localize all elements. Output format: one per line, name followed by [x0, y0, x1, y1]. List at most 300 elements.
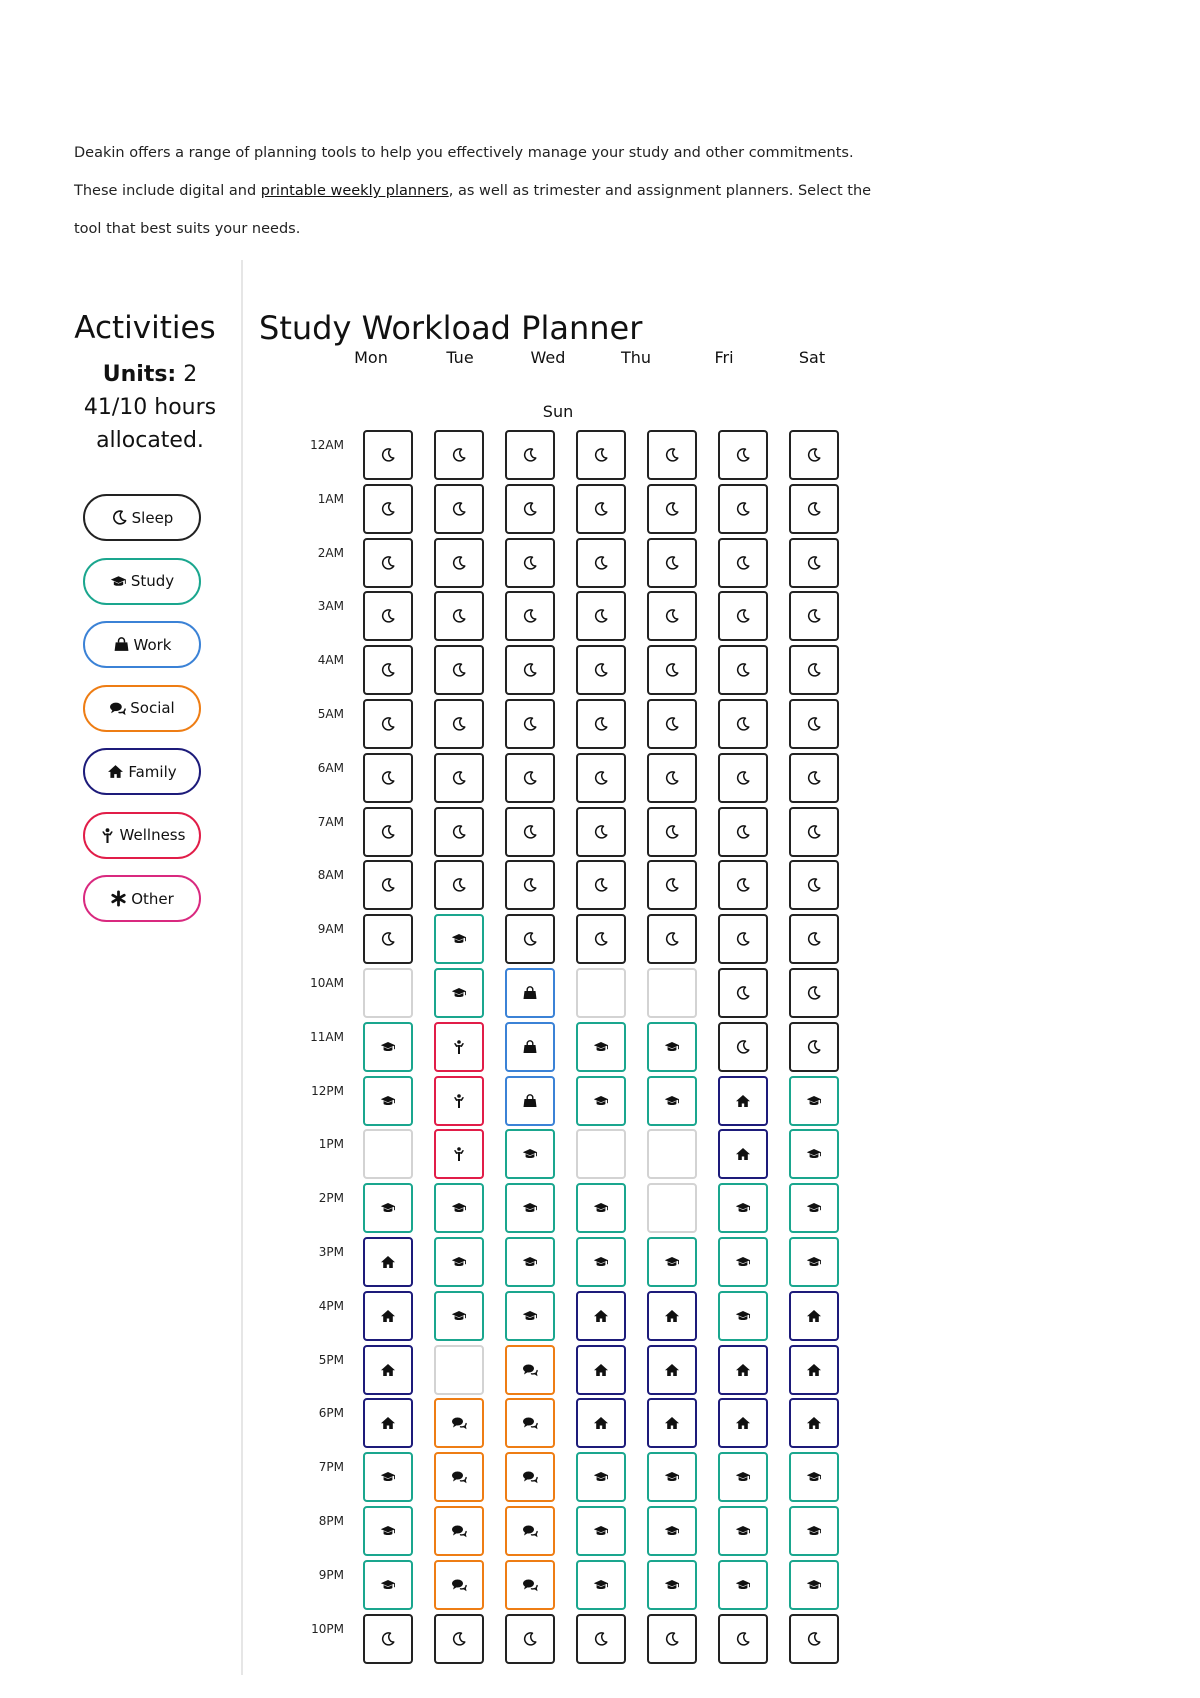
- slot-wed-2am[interactable]: [505, 538, 555, 588]
- moon-icon: [451, 662, 467, 678]
- slot-wed-7pm[interactable]: [505, 1452, 555, 1502]
- home-icon: [806, 1362, 822, 1378]
- slot-tue-3am[interactable]: [434, 591, 484, 641]
- moon-icon: [806, 501, 822, 517]
- slot-mon-11am[interactable]: [363, 1022, 413, 1072]
- hours-allocated-suffix: allocated.: [96, 428, 204, 453]
- moon-icon: [735, 447, 751, 463]
- moon-icon: [806, 608, 822, 624]
- asterisk-icon: [110, 890, 127, 907]
- moon-icon: [380, 447, 396, 463]
- slot-wed-12am[interactable]: [505, 430, 555, 480]
- slot-wed-6am[interactable]: [505, 753, 555, 803]
- slot-sun-1am[interactable]: [789, 484, 839, 534]
- time-label: 12PM: [311, 1083, 344, 1098]
- moon-icon: [806, 1631, 822, 1647]
- time-label: 10AM: [310, 976, 344, 990]
- slot-tue-6am[interactable]: [434, 753, 484, 803]
- slot-mon-6am[interactable]: [363, 753, 413, 803]
- chat-bubbles-icon: [522, 1523, 538, 1539]
- graduation-cap-icon: [110, 573, 127, 590]
- day-header-fri: Fri: [714, 348, 734, 367]
- moon-icon: [593, 555, 609, 571]
- slot-fri-4pm[interactable]: [647, 1291, 697, 1341]
- slot-mon-7pm[interactable]: [363, 1452, 413, 1502]
- slot-tue-1pm[interactable]: [434, 1129, 484, 1179]
- slot-mon-9am[interactable]: [363, 914, 413, 964]
- slot-wed-12pm[interactable]: [505, 1076, 555, 1126]
- home-icon: [107, 763, 124, 780]
- time-label: 9AM: [317, 922, 344, 937]
- slot-sun-8am[interactable]: [789, 860, 839, 910]
- slot-fri-6am[interactable]: [647, 753, 697, 803]
- slot-fri-7pm[interactable]: [647, 1452, 697, 1502]
- time-label: 3PM: [318, 1245, 344, 1259]
- slot-thu-10pm[interactable]: [576, 1614, 626, 1664]
- moon-icon: [522, 662, 538, 678]
- moon-icon: [380, 555, 396, 571]
- slot-thu-12pm[interactable]: [576, 1076, 626, 1126]
- graduation-cap-icon: [380, 1577, 396, 1593]
- slot-sat-8am[interactable]: [718, 860, 768, 910]
- slot-fri-3pm[interactable]: [647, 1237, 697, 1287]
- slot-wed-8am[interactable]: [505, 860, 555, 910]
- activity-button-wellness[interactable]: [83, 812, 201, 859]
- moon-icon: [664, 1631, 680, 1647]
- slot-thu-9am[interactable]: [576, 914, 626, 964]
- intro-line-1: Deakin offers a range of planning tools to help you effectively manage your study and other commitments.: [74, 145, 854, 161]
- slot-fri-1pm[interactable]: [647, 1129, 697, 1179]
- slot-fri-4am[interactable]: [647, 645, 697, 695]
- moon-icon: [806, 877, 822, 893]
- slot-fri-9am[interactable]: [647, 914, 697, 964]
- slot-sun-10am[interactable]: [789, 968, 839, 1018]
- moon-icon: [522, 877, 538, 893]
- slot-sat-9pm[interactable]: [718, 1560, 768, 1610]
- slot-tue-12pm[interactable]: [434, 1076, 484, 1126]
- slot-sat-3pm[interactable]: [718, 1237, 768, 1287]
- slot-sat-5pm[interactable]: [718, 1345, 768, 1395]
- slot-tue-4am[interactable]: [434, 645, 484, 695]
- activity-button-study[interactable]: [83, 558, 201, 605]
- moon-icon: [593, 716, 609, 732]
- home-icon: [593, 1308, 609, 1324]
- slot-tue-3pm[interactable]: [434, 1237, 484, 1287]
- slot-mon-3am[interactable]: [363, 591, 413, 641]
- slot-wed-1am[interactable]: [505, 484, 555, 534]
- graduation-cap-icon: [380, 1469, 396, 1485]
- slot-tue-10am[interactable]: [434, 968, 484, 1018]
- slot-wed-6pm[interactable]: [505, 1398, 555, 1448]
- slot-tue-12am[interactable]: [434, 430, 484, 480]
- slot-wed-3pm[interactable]: [505, 1237, 555, 1287]
- slot-sun-12pm[interactable]: [789, 1076, 839, 1126]
- slot-mon-8am[interactable]: [363, 860, 413, 910]
- moon-icon: [735, 555, 751, 571]
- slot-tue-4pm[interactable]: [434, 1291, 484, 1341]
- graduation-cap-icon: [664, 1254, 680, 1270]
- moon-icon: [451, 877, 467, 893]
- slot-sun-7am[interactable]: [789, 807, 839, 857]
- slot-tue-11am[interactable]: [434, 1022, 484, 1072]
- units-summary: [60, 358, 240, 457]
- moon-icon: [806, 770, 822, 786]
- slot-tue-7pm[interactable]: [434, 1452, 484, 1502]
- slot-sun-3am[interactable]: [789, 591, 839, 641]
- moon-icon: [380, 501, 396, 517]
- graduation-cap-icon: [593, 1469, 609, 1485]
- slot-thu-1pm[interactable]: [576, 1129, 626, 1179]
- slot-thu-10am[interactable]: [576, 968, 626, 1018]
- time-label: 9PM: [318, 1567, 344, 1582]
- moon-icon: [735, 931, 751, 947]
- slot-thu-2am[interactable]: [576, 538, 626, 588]
- graduation-cap-icon: [735, 1200, 751, 1216]
- moon-icon: [735, 1039, 751, 1055]
- moon-icon: [522, 447, 538, 463]
- moon-icon: [664, 770, 680, 786]
- graduation-cap-icon: [380, 1093, 396, 1109]
- slot-fri-7am[interactable]: [647, 807, 697, 857]
- home-icon: [664, 1415, 680, 1431]
- units-value: 2: [176, 362, 198, 387]
- slot-sat-6pm[interactable]: [718, 1398, 768, 1448]
- chat-bubbles-icon: [451, 1577, 467, 1593]
- activity-button-family[interactable]: [83, 748, 201, 795]
- slot-sun-2pm[interactable]: [789, 1183, 839, 1233]
- moon-icon: [806, 662, 822, 678]
- moon-icon: [380, 716, 396, 732]
- time-label: 2AM: [317, 545, 344, 560]
- slot-mon-4am[interactable]: [363, 645, 413, 695]
- graduation-cap-icon: [451, 985, 467, 1001]
- moon-icon: [111, 509, 128, 526]
- slot-wed-7am[interactable]: [505, 807, 555, 857]
- slot-fri-11am[interactable]: [647, 1022, 697, 1072]
- slot-tue-5am[interactable]: [434, 699, 484, 749]
- shopping-bag-icon: [113, 636, 130, 653]
- moon-icon: [522, 931, 538, 947]
- slot-thu-12am[interactable]: [576, 430, 626, 480]
- graduation-cap-icon: [380, 1200, 396, 1216]
- slot-fri-6pm[interactable]: [647, 1398, 697, 1448]
- slot-sat-9am[interactable]: [718, 914, 768, 964]
- slot-wed-9am[interactable]: [505, 914, 555, 964]
- intro-line-2-start: These include digital and: [74, 183, 261, 199]
- slot-sun-9pm[interactable]: [789, 1560, 839, 1610]
- graduation-cap-icon: [735, 1577, 751, 1593]
- slot-sun-5pm[interactable]: [789, 1345, 839, 1395]
- moon-icon: [806, 716, 822, 732]
- slot-wed-8pm[interactable]: [505, 1506, 555, 1556]
- slot-mon-12pm[interactable]: [363, 1076, 413, 1126]
- moon-icon: [664, 877, 680, 893]
- slot-thu-9pm[interactable]: [576, 1560, 626, 1610]
- slot-sat-2am[interactable]: [718, 538, 768, 588]
- slot-thu-5am[interactable]: [576, 699, 626, 749]
- graduation-cap-icon: [806, 1093, 822, 1109]
- slot-sun-5am[interactable]: [789, 699, 839, 749]
- moon-icon: [522, 716, 538, 732]
- moon-icon: [380, 877, 396, 893]
- moon-icon: [806, 1039, 822, 1055]
- moon-icon: [451, 501, 467, 517]
- chat-bubbles-icon: [451, 1523, 467, 1539]
- slot-wed-10am[interactable]: [505, 968, 555, 1018]
- graduation-cap-icon: [380, 1523, 396, 1539]
- printable-weekly-planners-link[interactable]: printable weekly planners: [260, 183, 449, 199]
- shopping-bag-icon: [522, 1093, 538, 1109]
- moon-icon: [522, 824, 538, 840]
- slot-sun-11am[interactable]: [789, 1022, 839, 1072]
- moon-icon: [451, 555, 467, 571]
- time-label: 5AM: [317, 707, 344, 721]
- slot-sun-9am[interactable]: [789, 914, 839, 964]
- slot-thu-7pm[interactable]: [576, 1452, 626, 1502]
- graduation-cap-icon: [593, 1200, 609, 1216]
- units-line: [60, 358, 240, 391]
- slot-sat-7pm[interactable]: [718, 1452, 768, 1502]
- slot-wed-5am[interactable]: [505, 699, 555, 749]
- shopping-bag-icon: [522, 985, 538, 1001]
- slot-fri-12pm[interactable]: [647, 1076, 697, 1126]
- time-label: 7AM: [317, 814, 344, 829]
- slot-tue-9pm[interactable]: [434, 1560, 484, 1610]
- moon-icon: [451, 447, 467, 463]
- home-icon: [593, 1415, 609, 1431]
- slot-wed-11am[interactable]: [505, 1022, 555, 1072]
- slot-thu-6pm[interactable]: [576, 1398, 626, 1448]
- moon-icon: [735, 662, 751, 678]
- intro-line-3: tool that best suits your needs.: [74, 221, 301, 237]
- slot-tue-1am[interactable]: [434, 484, 484, 534]
- slot-sun-3pm[interactable]: [789, 1237, 839, 1287]
- slot-tue-2am[interactable]: [434, 538, 484, 588]
- slot-mon-1am[interactable]: [363, 484, 413, 534]
- slot-wed-5pm[interactable]: [505, 1345, 555, 1395]
- slot-sun-12am[interactable]: [789, 430, 839, 480]
- moon-icon: [593, 501, 609, 517]
- graduation-cap-icon: [451, 1308, 467, 1324]
- slot-sat-7am[interactable]: [718, 807, 768, 857]
- slot-thu-5pm[interactable]: [576, 1345, 626, 1395]
- slot-sun-4pm[interactable]: [789, 1291, 839, 1341]
- time-label: 4AM: [317, 653, 344, 668]
- slot-thu-4pm[interactable]: [576, 1291, 626, 1341]
- time-label: 7PM: [318, 1460, 344, 1475]
- slot-sat-12pm[interactable]: [718, 1076, 768, 1126]
- slot-fri-12am[interactable]: [647, 430, 697, 480]
- slot-tue-2pm[interactable]: [434, 1183, 484, 1233]
- slot-sun-6pm[interactable]: [789, 1398, 839, 1448]
- slot-fri-5pm[interactable]: [647, 1345, 697, 1395]
- moon-icon: [664, 824, 680, 840]
- slot-sat-11am[interactable]: [718, 1022, 768, 1072]
- graduation-cap-icon: [735, 1523, 751, 1539]
- slot-sun-1pm[interactable]: [789, 1129, 839, 1179]
- moon-icon: [735, 824, 751, 840]
- slot-sat-4pm[interactable]: [718, 1291, 768, 1341]
- slot-sat-10am[interactable]: [718, 968, 768, 1018]
- moon-icon: [451, 716, 467, 732]
- graduation-cap-icon: [522, 1308, 538, 1324]
- slot-wed-2pm[interactable]: [505, 1183, 555, 1233]
- slot-tue-7am[interactable]: [434, 807, 484, 857]
- slot-mon-10am[interactable]: [363, 968, 413, 1018]
- slot-sun-4am[interactable]: [789, 645, 839, 695]
- slot-mon-12am[interactable]: [363, 430, 413, 480]
- slot-tue-6pm[interactable]: [434, 1398, 484, 1448]
- slot-sat-12am[interactable]: [718, 430, 768, 480]
- home-icon: [664, 1362, 680, 1378]
- slot-thu-8pm[interactable]: [576, 1506, 626, 1556]
- time-label: 12AM: [310, 438, 344, 452]
- slot-sun-6am[interactable]: [789, 753, 839, 803]
- slot-fri-10pm[interactable]: [647, 1614, 697, 1664]
- time-label: 6AM: [317, 760, 344, 775]
- activities-heading: Activities: [74, 310, 216, 346]
- moon-icon: [664, 931, 680, 947]
- slot-thu-7am[interactable]: [576, 807, 626, 857]
- slot-sat-10pm[interactable]: [718, 1614, 768, 1664]
- slot-fri-1am[interactable]: [647, 484, 697, 534]
- slot-fri-9pm[interactable]: [647, 1560, 697, 1610]
- slot-mon-7am[interactable]: [363, 807, 413, 857]
- slot-mon-9pm[interactable]: [363, 1560, 413, 1610]
- activity-button-work[interactable]: [83, 621, 201, 668]
- slot-thu-8am[interactable]: [576, 860, 626, 910]
- slot-mon-8pm[interactable]: [363, 1506, 413, 1556]
- slot-thu-1am[interactable]: [576, 484, 626, 534]
- slot-fri-2am[interactable]: [647, 538, 697, 588]
- moon-icon: [451, 824, 467, 840]
- slot-wed-10pm[interactable]: [505, 1614, 555, 1664]
- slot-mon-5pm[interactable]: [363, 1345, 413, 1395]
- graduation-cap-icon: [522, 1200, 538, 1216]
- slot-sat-1am[interactable]: [718, 484, 768, 534]
- graduation-cap-icon: [593, 1039, 609, 1055]
- slot-sat-5am[interactable]: [718, 699, 768, 749]
- slot-thu-3pm[interactable]: [576, 1237, 626, 1287]
- slot-fri-2pm[interactable]: [647, 1183, 697, 1233]
- slot-thu-6am[interactable]: [576, 753, 626, 803]
- activity-label: Social: [130, 699, 175, 717]
- wellness-figure-icon: [451, 1039, 467, 1055]
- slot-tue-9am[interactable]: [434, 914, 484, 964]
- slot-sun-10pm[interactable]: [789, 1614, 839, 1664]
- slot-sat-4am[interactable]: [718, 645, 768, 695]
- graduation-cap-icon: [593, 1577, 609, 1593]
- sidebar-divider: [241, 260, 243, 1675]
- home-icon: [380, 1362, 396, 1378]
- time-label: 8AM: [317, 868, 344, 883]
- activity-label: Study: [130, 572, 175, 590]
- slot-thu-11am[interactable]: [576, 1022, 626, 1072]
- slot-fri-5am[interactable]: [647, 699, 697, 749]
- slot-wed-1pm[interactable]: [505, 1129, 555, 1179]
- slot-sat-8pm[interactable]: [718, 1506, 768, 1556]
- home-icon: [380, 1308, 396, 1324]
- slot-mon-2am[interactable]: [363, 538, 413, 588]
- moon-icon: [451, 608, 467, 624]
- graduation-cap-icon: [451, 1200, 467, 1216]
- moon-icon: [380, 824, 396, 840]
- slot-sat-6am[interactable]: [718, 753, 768, 803]
- slot-sun-8pm[interactable]: [789, 1506, 839, 1556]
- slot-tue-8am[interactable]: [434, 860, 484, 910]
- slot-wed-4am[interactable]: [505, 645, 555, 695]
- slot-mon-3pm[interactable]: [363, 1237, 413, 1287]
- slot-thu-4am[interactable]: [576, 645, 626, 695]
- slot-thu-3am[interactable]: [576, 591, 626, 641]
- slot-mon-4pm[interactable]: [363, 1291, 413, 1341]
- slot-thu-2pm[interactable]: [576, 1183, 626, 1233]
- slot-tue-8pm[interactable]: [434, 1506, 484, 1556]
- slot-fri-10am[interactable]: [647, 968, 697, 1018]
- slot-wed-4pm[interactable]: [505, 1291, 555, 1341]
- graduation-cap-icon: [735, 1469, 751, 1485]
- wellness-figure-icon: [99, 827, 116, 844]
- graduation-cap-icon: [593, 1523, 609, 1539]
- slot-mon-2pm[interactable]: [363, 1183, 413, 1233]
- moon-icon: [806, 447, 822, 463]
- slot-fri-8am[interactable]: [647, 860, 697, 910]
- graduation-cap-icon: [593, 1093, 609, 1109]
- slot-tue-5pm[interactable]: [434, 1345, 484, 1395]
- moon-icon: [664, 716, 680, 732]
- slot-mon-10pm[interactable]: [363, 1614, 413, 1664]
- moon-icon: [806, 931, 822, 947]
- moon-icon: [593, 608, 609, 624]
- day-header-thu: Thu: [620, 348, 652, 367]
- slot-sat-3am[interactable]: [718, 591, 768, 641]
- graduation-cap-icon: [522, 1254, 538, 1270]
- slot-sat-2pm[interactable]: [718, 1183, 768, 1233]
- wellness-figure-icon: [451, 1146, 467, 1162]
- moon-icon: [451, 1631, 467, 1647]
- graduation-cap-icon: [522, 1146, 538, 1162]
- slot-tue-10pm[interactable]: [434, 1614, 484, 1664]
- chat-bubbles-icon: [522, 1362, 538, 1378]
- activity-button-sleep[interactable]: [83, 494, 201, 541]
- slot-mon-6pm[interactable]: [363, 1398, 413, 1448]
- hours-allocated: 41/10 hours: [83, 395, 217, 420]
- slot-mon-1pm[interactable]: [363, 1129, 413, 1179]
- home-icon: [593, 1362, 609, 1378]
- moon-icon: [593, 447, 609, 463]
- slot-fri-3am[interactable]: [647, 591, 697, 641]
- slot-sun-2am[interactable]: [789, 538, 839, 588]
- activity-button-social[interactable]: [83, 685, 201, 732]
- slot-sun-7pm[interactable]: [789, 1452, 839, 1502]
- time-label: 1PM: [318, 1137, 344, 1152]
- activity-button-other[interactable]: [83, 875, 201, 922]
- slot-sat-1pm[interactable]: [718, 1129, 768, 1179]
- moon-icon: [593, 931, 609, 947]
- wellness-figure-icon: [451, 1093, 467, 1109]
- slot-fri-8pm[interactable]: [647, 1506, 697, 1556]
- graduation-cap-icon: [664, 1093, 680, 1109]
- planner-title: Study Workload Planner: [259, 309, 643, 347]
- activity-label: Family: [128, 762, 177, 781]
- graduation-cap-icon: [806, 1523, 822, 1539]
- chat-bubbles-icon: [109, 700, 126, 717]
- chat-bubbles-icon: [522, 1415, 538, 1431]
- moon-icon: [664, 662, 680, 678]
- slot-wed-9pm[interactable]: [505, 1560, 555, 1610]
- slot-mon-5am[interactable]: [363, 699, 413, 749]
- slot-wed-3am[interactable]: [505, 591, 555, 641]
